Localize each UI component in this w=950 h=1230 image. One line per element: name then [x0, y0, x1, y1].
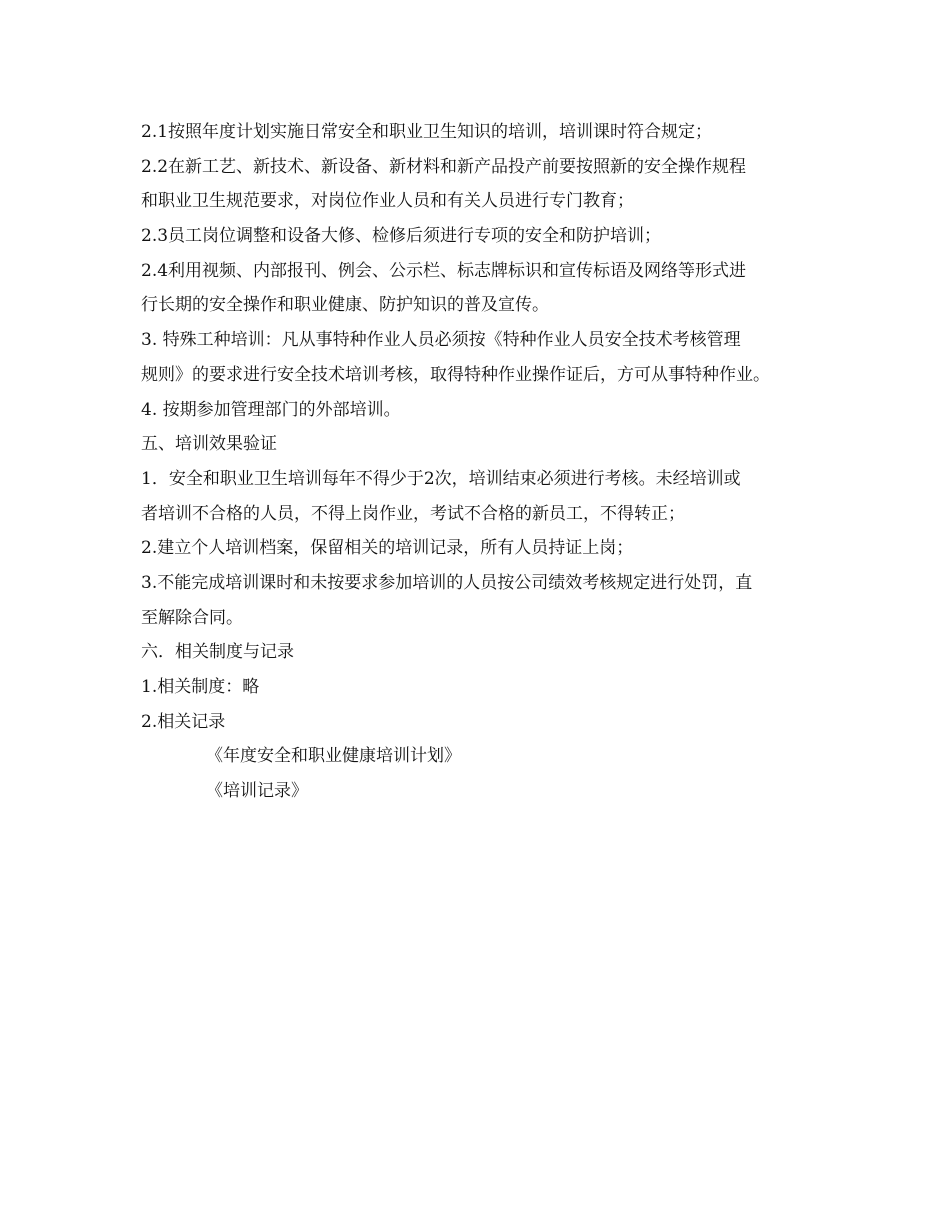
- text-line-3: 3. 特殊工种培训：凡从事特种作业人员必须按《特种作业人员安全技术考核管理: [141, 330, 741, 351]
- record-item-annual-plan: 《年度安全和职业健康培训计划》: [206, 746, 461, 767]
- text-line-2-1: 2.1按照年度计划实施日常安全和职业卫生知识的培训，培训课时符合规定；: [141, 122, 713, 142]
- text-line-4: 4. 按期参加管理部门的外部培训。: [141, 399, 401, 420]
- document-body: [141, 115, 821, 809]
- record-item-training-record: 《培训记录》: [206, 781, 308, 802]
- text-line-5-1: 1．安全和职业卫生培训每年不得少于2次，培训结束必须进行考核。未经培训或: [141, 468, 741, 489]
- text-line-2-2: 2.2在新工艺、新技术、新设备、新材料和新产品投产前要按照新的安全操作规程: [141, 156, 747, 177]
- text-line-6-1: 1.相关制度：略: [141, 677, 260, 697]
- text-line-3-cont: 规则》的要求进行安全技术培训考核，取得特种作业操作证后，方可从事特种作业。: [141, 364, 770, 385]
- section-heading-5: 五、培训效果验证: [141, 434, 277, 455]
- text-line-6-2: 2.相关记录: [141, 711, 226, 732]
- text-line-2-3: 2.3员工岗位调整和设备大修、检修后须进行专项的安全和防护培训；: [141, 226, 662, 247]
- section-heading-6: 六．相关制度与记录: [141, 642, 294, 663]
- text-line-2-2-cont: 和职业卫生规范要求，对岗位作业人员和有关人员进行专门教育；: [141, 191, 634, 212]
- text-line-5-2: 2.建立个人培训档案，保留相关的培训记录，所有人员持证上岗；: [141, 538, 634, 559]
- text-line-5-3-cont: 至解除合同。: [141, 607, 243, 628]
- text-line-2-4-cont: 行长期的安全操作和职业健康、防护知识的普及宣传。: [141, 295, 549, 316]
- text-line-2-4: 2.4利用视频、内部报刊、例会、公示栏、标志牌标识和宣传标语及网络等形式进: [141, 260, 747, 281]
- text-line-5-1-cont: 者培训不合格的人员，不得上岗作业，考试不合格的新员工，不得转正；: [141, 503, 685, 524]
- text-line-5-3: 3.不能完成培训课时和未按要求参加培训的人员按公司绩效考核规定进行处罚，直: [141, 572, 753, 593]
